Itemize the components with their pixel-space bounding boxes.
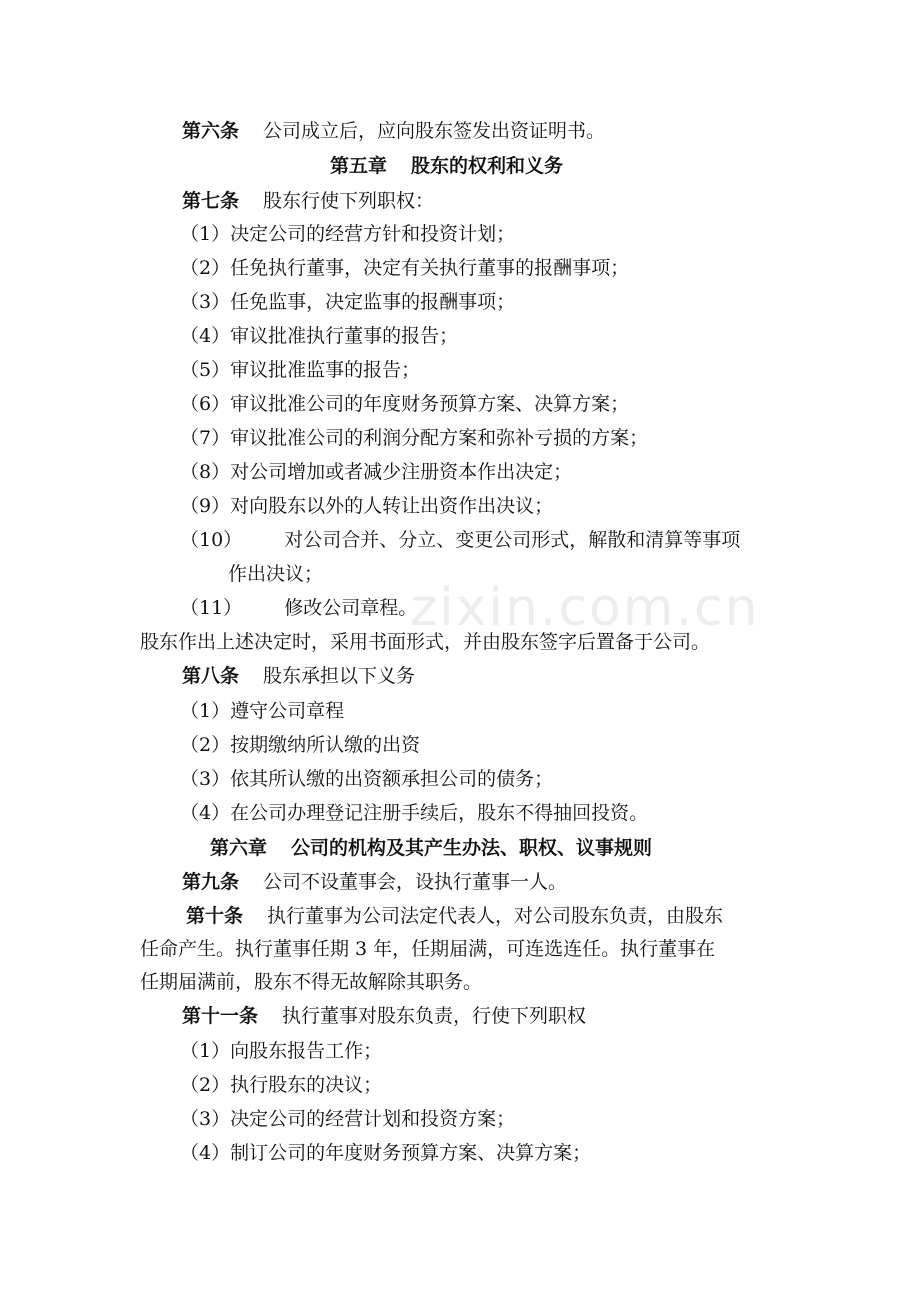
- article-text: 股东行使下列职权：: [263, 190, 435, 212]
- article-number: 第六条: [182, 120, 240, 142]
- list-item: （1）向股东报告工作；: [180, 1040, 383, 1062]
- list-item: [0, 596, 920, 620]
- article-11: [0, 1004, 920, 1028]
- list-item: （3）决定公司的经营计划和投资方案；: [180, 1108, 516, 1130]
- chapter-6-heading: [0, 836, 920, 860]
- list-item: （3）任免监事，决定监事的报酬事项；: [180, 291, 516, 313]
- paragraph-continuation: 任命产生。执行董事任期 3 年，任期届满，可连选连任。执行董事在: [140, 938, 716, 960]
- list-item: （4）审议批准执行董事的报告；: [180, 325, 459, 347]
- chapter-title: 股东的权利和义务: [411, 155, 564, 177]
- chapter-number: 第五章: [330, 155, 388, 177]
- list-text: 修改公司章程。: [284, 597, 418, 619]
- list-item: （9）对向股东以外的人转让出资作出决议；: [180, 495, 554, 517]
- article-10: [0, 904, 920, 928]
- list-item: （2）执行股东的决议；: [180, 1074, 383, 1096]
- list-item: （3）依其所认缴的出资额承担公司的债务；: [180, 768, 554, 790]
- chapter-number: 第六章: [210, 837, 268, 859]
- list-item: （1）遵守公司章程: [180, 700, 345, 722]
- list-item: （2）按期缴纳所认缴的出资: [180, 734, 421, 756]
- list-item: （4）在公司办理登记注册手续后，股东不得抽回投资。: [180, 802, 649, 824]
- article-text: 执行董事对股东负责，行使下列职权: [282, 1005, 587, 1027]
- list-number: （11）: [180, 597, 243, 619]
- article-7: [0, 189, 920, 213]
- list-item: （6）审议批准公司的年度财务预算方案、决算方案；: [180, 393, 630, 415]
- article-text: 公司成立后，应向股东签发出资证明书。: [263, 120, 606, 142]
- chapter-5-heading: [0, 154, 920, 178]
- article-text: 公司不设董事会，设执行董事一人。: [263, 871, 568, 893]
- article-number: 第十一条: [182, 1005, 259, 1027]
- list-item-continuation: 作出决议；: [228, 563, 324, 585]
- paragraph: 股东作出上述决定时，采用书面形式，并由股东签字后置备于公司。: [140, 631, 711, 653]
- article-text: 股东承担以下义务: [263, 665, 416, 687]
- article-number: 第九条: [182, 871, 240, 893]
- list-number: （10）: [180, 529, 243, 551]
- list-item: （7）审议批准公司的利润分配方案和弥补亏损的方案；: [180, 427, 649, 449]
- list-item: [0, 528, 920, 552]
- article-text: 执行董事为公司法定代表人，对公司股东负责，由股东: [267, 905, 724, 927]
- list-text: 对公司合并、分立、变更公司形式，解散和清算等事项: [284, 529, 741, 551]
- list-item: （1）决定公司的经营方针和投资计划；: [180, 223, 516, 245]
- article-6: [0, 119, 920, 143]
- article-8: [0, 664, 920, 688]
- list-item: （8）对公司增加或者减少注册资本作出决定；: [180, 461, 573, 483]
- list-item: （5）审议批准监事的报告；: [180, 359, 421, 381]
- article-number: 第七条: [182, 190, 240, 212]
- list-item: （2）任免执行董事，决定有关执行董事的报酬事项；: [180, 257, 630, 279]
- paragraph-continuation: 任期届满前，股东不得无故解除其职务。: [140, 971, 483, 993]
- chapter-title: 公司的机构及其产生办法、职权、议事规则: [291, 837, 653, 859]
- list-item: （4）制订公司的年度财务预算方案、决算方案；: [180, 1142, 592, 1164]
- watermark: zixin.com.cn: [410, 578, 760, 638]
- article-number: 第八条: [182, 665, 240, 687]
- article-number: 第十条: [186, 905, 244, 927]
- article-9: [0, 870, 920, 894]
